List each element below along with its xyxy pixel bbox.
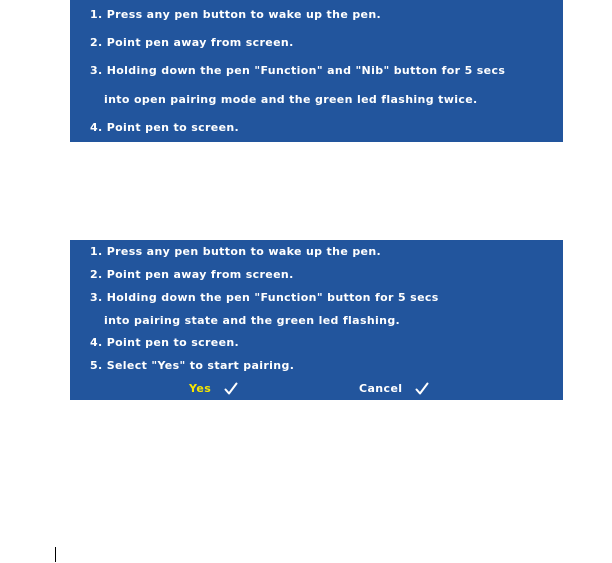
dialog-step-3: 3. Holding down the pen "Function" button for 5 secs	[90, 291, 439, 304]
checkmark-icon	[415, 382, 429, 396]
cancel-button[interactable]	[359, 382, 429, 396]
instruction-step-2: 2. Point pen away from screen.	[90, 36, 294, 49]
open-pairing-instructions-panel	[70, 0, 563, 142]
dialog-step-4: 4. Point pen to screen.	[90, 336, 240, 349]
instruction-step-1: 1. Press any pen button to wake up the pen.	[90, 8, 382, 21]
checkmark-icon	[224, 382, 238, 396]
pairing-dialog-panel	[70, 240, 563, 400]
instruction-step-3: 3. Holding down the pen "Function" and "Nib" button for 5 secs	[90, 64, 506, 77]
dialog-step-3-continued: into pairing state and the green led flashing.	[104, 314, 401, 327]
dialog-step-1: 1. Press any pen button to wake up the pen.	[90, 245, 382, 258]
yes-button[interactable]	[189, 382, 238, 396]
page-margin-rule	[55, 547, 56, 562]
instruction-step-4: 4. Point pen to screen.	[90, 121, 240, 134]
yes-button-label: Yes	[189, 382, 212, 395]
cancel-button-label: Cancel	[359, 382, 403, 395]
instruction-step-3-continued: into open pairing mode and the green led flashing twice.	[104, 93, 478, 106]
dialog-step-5: 5. Select "Yes" to start pairing.	[90, 359, 295, 372]
dialog-step-2: 2. Point pen away from screen.	[90, 268, 294, 281]
